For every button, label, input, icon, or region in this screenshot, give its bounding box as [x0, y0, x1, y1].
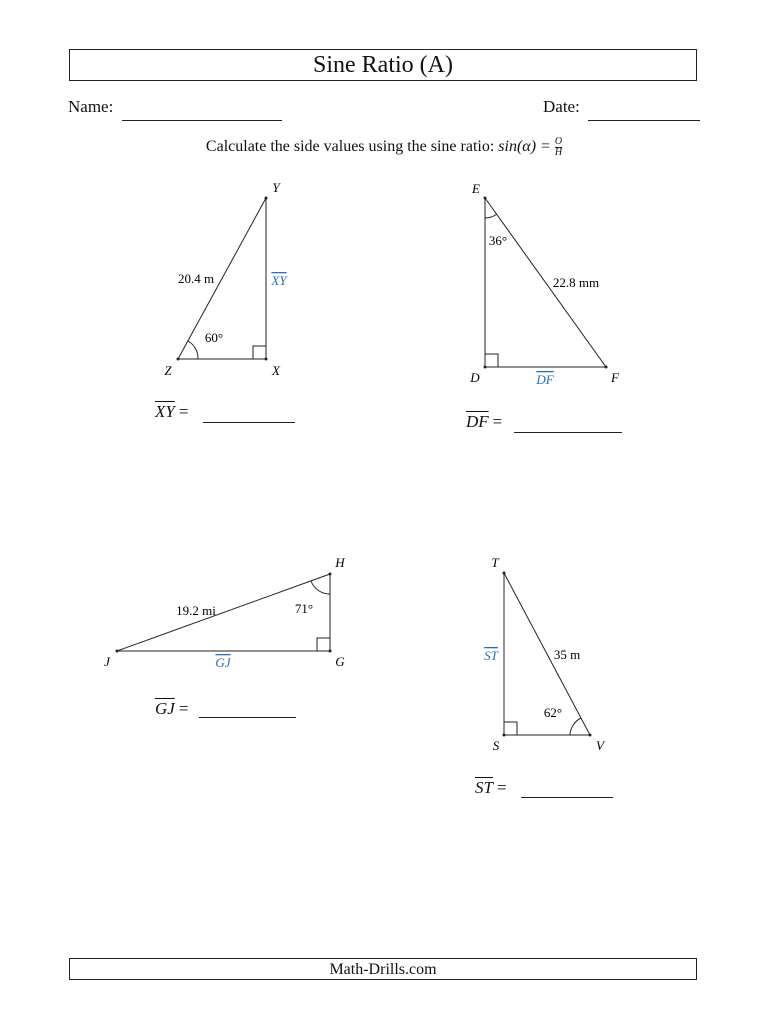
angle-label: 71° — [294, 601, 314, 616]
answer-field-gj[interactable] — [199, 717, 296, 718]
vertex-label-e: E — [472, 181, 480, 196]
fraction-denominator: H — [554, 147, 563, 158]
name-label: Name: — [68, 97, 114, 116]
vertex-dot — [265, 358, 268, 361]
equals-sign: = — [496, 778, 507, 797]
vertex-dot — [484, 197, 487, 200]
vertex-dot — [503, 572, 506, 575]
hypotenuse-label: 35 m — [553, 647, 581, 662]
vertex-label-v: V — [596, 738, 604, 753]
hypotenuse-label: 20.4 m — [177, 271, 215, 286]
vertex-label-y: Y — [272, 180, 280, 195]
vertex-dot — [589, 734, 592, 737]
triangle-stv — [484, 555, 606, 753]
answer-field-st[interactable] — [521, 797, 613, 798]
vertex-dot — [116, 650, 119, 653]
answer-variable: $\overline{XY}$ — [155, 402, 175, 421]
angle-label: 62° — [543, 705, 563, 720]
angle-label: 36° — [488, 233, 508, 248]
sine-formula: sin(α) = — [498, 138, 551, 156]
triangle-def — [469, 181, 620, 387]
angle-arc — [485, 214, 497, 218]
unknown-side-label: ST — [484, 648, 498, 663]
vertex-label-g: G — [335, 654, 345, 669]
angle-label: 60° — [204, 330, 224, 345]
vertex-label-x: X — [272, 363, 280, 378]
answer-field-xy[interactable] — [203, 422, 295, 423]
vertex-dot — [503, 734, 506, 737]
vertex-label-h: H — [335, 555, 345, 570]
hypotenuse-label: 22.8 mm — [552, 275, 600, 290]
unknown-side-label: GJ — [215, 655, 231, 670]
hypotenuse-label: 19.2 mi — [176, 603, 216, 618]
answer-variable: $\overline{ST}$ — [475, 778, 493, 797]
answer-gj — [155, 699, 188, 719]
vertex-dot — [265, 197, 268, 200]
angle-arc — [570, 718, 581, 735]
angle-arc — [311, 581, 330, 594]
instruction-text: Calculate the side values using the sine ratio: — [205, 138, 495, 156]
answer-field-df[interactable] — [514, 432, 622, 433]
answer-variable: $\overline{GJ}$ — [155, 699, 175, 718]
vertex-label-d: D — [470, 370, 480, 385]
vertex-label-j: J — [104, 654, 110, 669]
right-angle-marker — [253, 346, 266, 359]
footer-site-name: Math-Drills.com — [69, 958, 697, 980]
equals-sign: = — [492, 412, 503, 431]
vertex-label-z: Z — [164, 363, 172, 378]
vertex-dot — [605, 366, 608, 369]
vertex-dot — [329, 650, 332, 653]
vertex-dot — [484, 366, 487, 369]
answer-xy — [155, 402, 188, 422]
unknown-side-label: XY — [271, 273, 287, 288]
answer-df — [466, 412, 502, 432]
unknown-side-label: DF — [536, 372, 554, 387]
triangle-ghj — [104, 555, 345, 670]
fraction-numerator: O — [554, 136, 563, 147]
vertex-dot — [177, 358, 180, 361]
right-angle-marker — [504, 722, 517, 735]
answer-variable: $\overline{DF}$ — [466, 412, 489, 431]
equals-sign: = — [178, 699, 189, 718]
date-label: Date: — [543, 97, 580, 116]
worksheet-title: Sine Ratio (A) — [69, 49, 697, 81]
vertex-label-s: S — [492, 738, 500, 753]
answer-st — [475, 778, 507, 798]
vertex-dot — [329, 573, 332, 576]
equals-sign: = — [178, 402, 189, 421]
triangle-xyz — [164, 180, 288, 378]
vertex-label-f: F — [611, 370, 619, 385]
right-angle-marker — [485, 354, 498, 367]
angle-arc — [188, 341, 198, 359]
vertex-label-t: T — [491, 555, 499, 570]
right-angle-marker — [317, 638, 330, 651]
